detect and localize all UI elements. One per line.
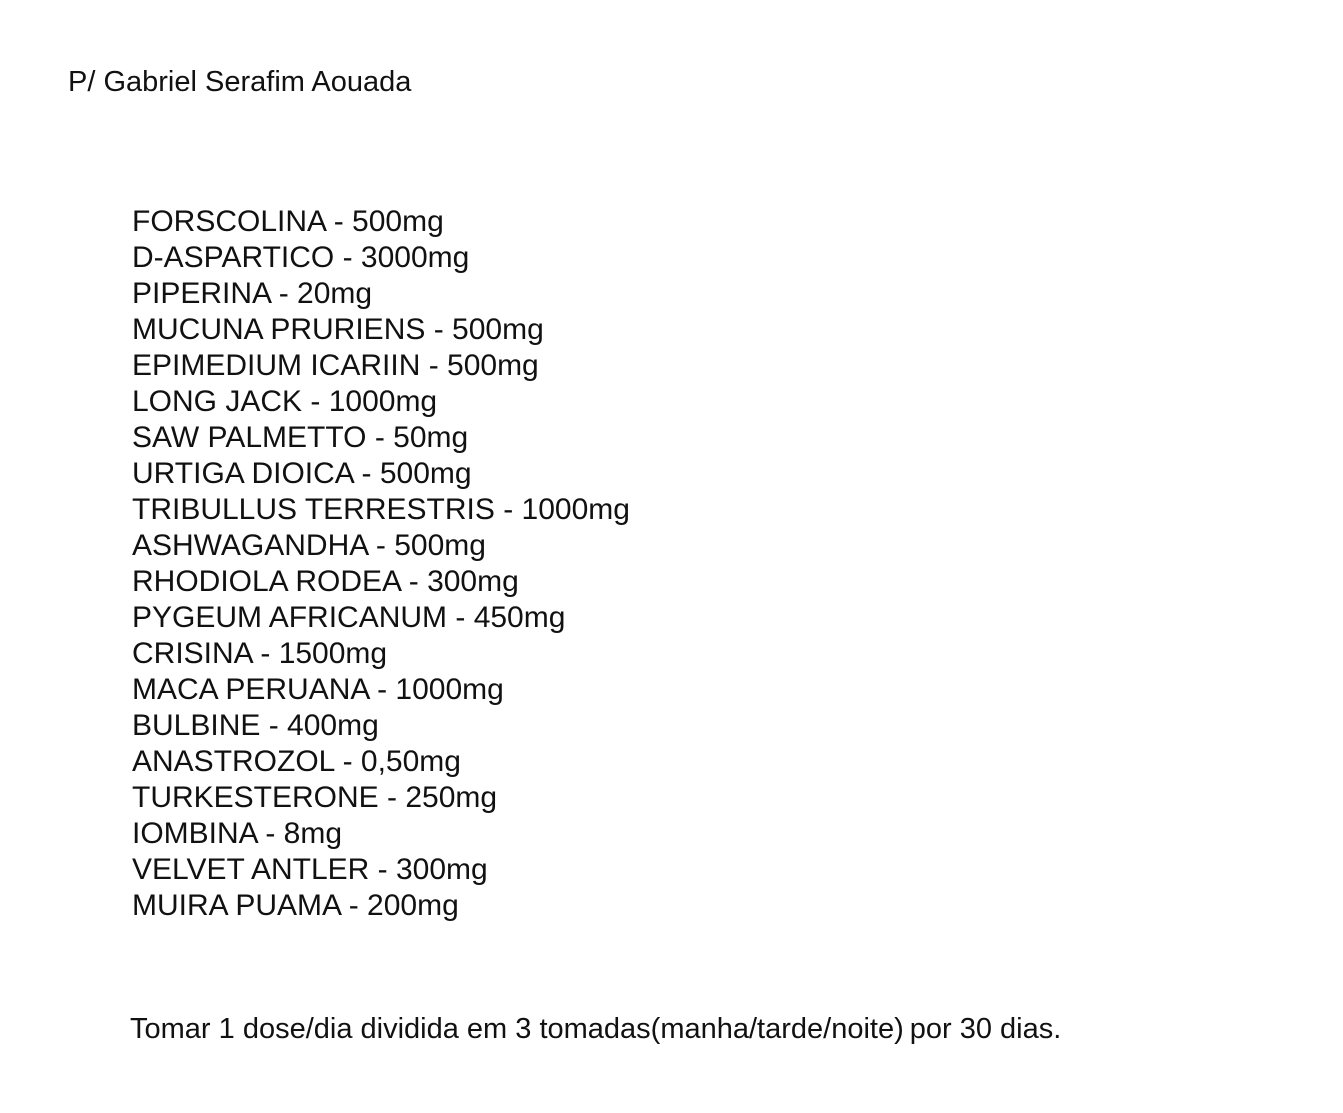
- ingredient-item: EPIMEDIUM ICARIIN - 500mg: [132, 349, 539, 382]
- ingredient-item: PIPERINA - 20mg: [132, 277, 373, 310]
- ingredient-item: PYGEUM AFRICANUM - 450mg: [132, 601, 566, 634]
- ingredient-item: CRISINA - 1500mg: [132, 637, 388, 670]
- dosage-instructions-duration: por 30 dias.: [909, 1013, 1062, 1045]
- ingredient-item: D-ASPARTICO - 3000mg: [132, 241, 470, 274]
- ingredient-item: VELVET ANTLER - 300mg: [132, 853, 488, 886]
- ingredient-item: RHODIOLA RODEA - 300mg: [132, 565, 519, 598]
- ingredient-item: MUIRA PUAMA - 200mg: [132, 889, 459, 922]
- dosage-instructions-main: Tomar 1 dose/dia dividida em 3 tomadas(manha/tarde/noite): [130, 1013, 904, 1045]
- ingredient-item: ASHWAGANDHA - 500mg: [132, 529, 486, 562]
- ingredient-item: IOMBINA - 8mg: [132, 817, 343, 850]
- ingredient-item: FORSCOLINA - 500mg: [132, 205, 444, 238]
- ingredient-item: URTIGA DIOICA - 500mg: [132, 457, 472, 490]
- ingredient-item: MUCUNA PRURIENS - 500mg: [132, 313, 544, 346]
- ingredient-item: TURKESTERONE - 250mg: [132, 781, 498, 814]
- ingredient-item: MACA PERUANA - 1000mg: [132, 673, 504, 706]
- ingredient-item: TRIBULLUS TERRESTRIS - 1000mg: [132, 493, 630, 526]
- dosage-instructions: [130, 1010, 1061, 1048]
- ingredient-list: [132, 204, 630, 924]
- ingredient-item: BULBINE - 400mg: [132, 709, 379, 742]
- recipient-line: P/ Gabriel Serafim Aouada: [68, 66, 412, 98]
- ingredient-item: LONG JACK - 1000mg: [132, 385, 438, 418]
- ingredient-item: ANASTROZOL - 0,50mg: [132, 745, 461, 778]
- ingredient-item: SAW PALMETTO - 50mg: [132, 421, 469, 454]
